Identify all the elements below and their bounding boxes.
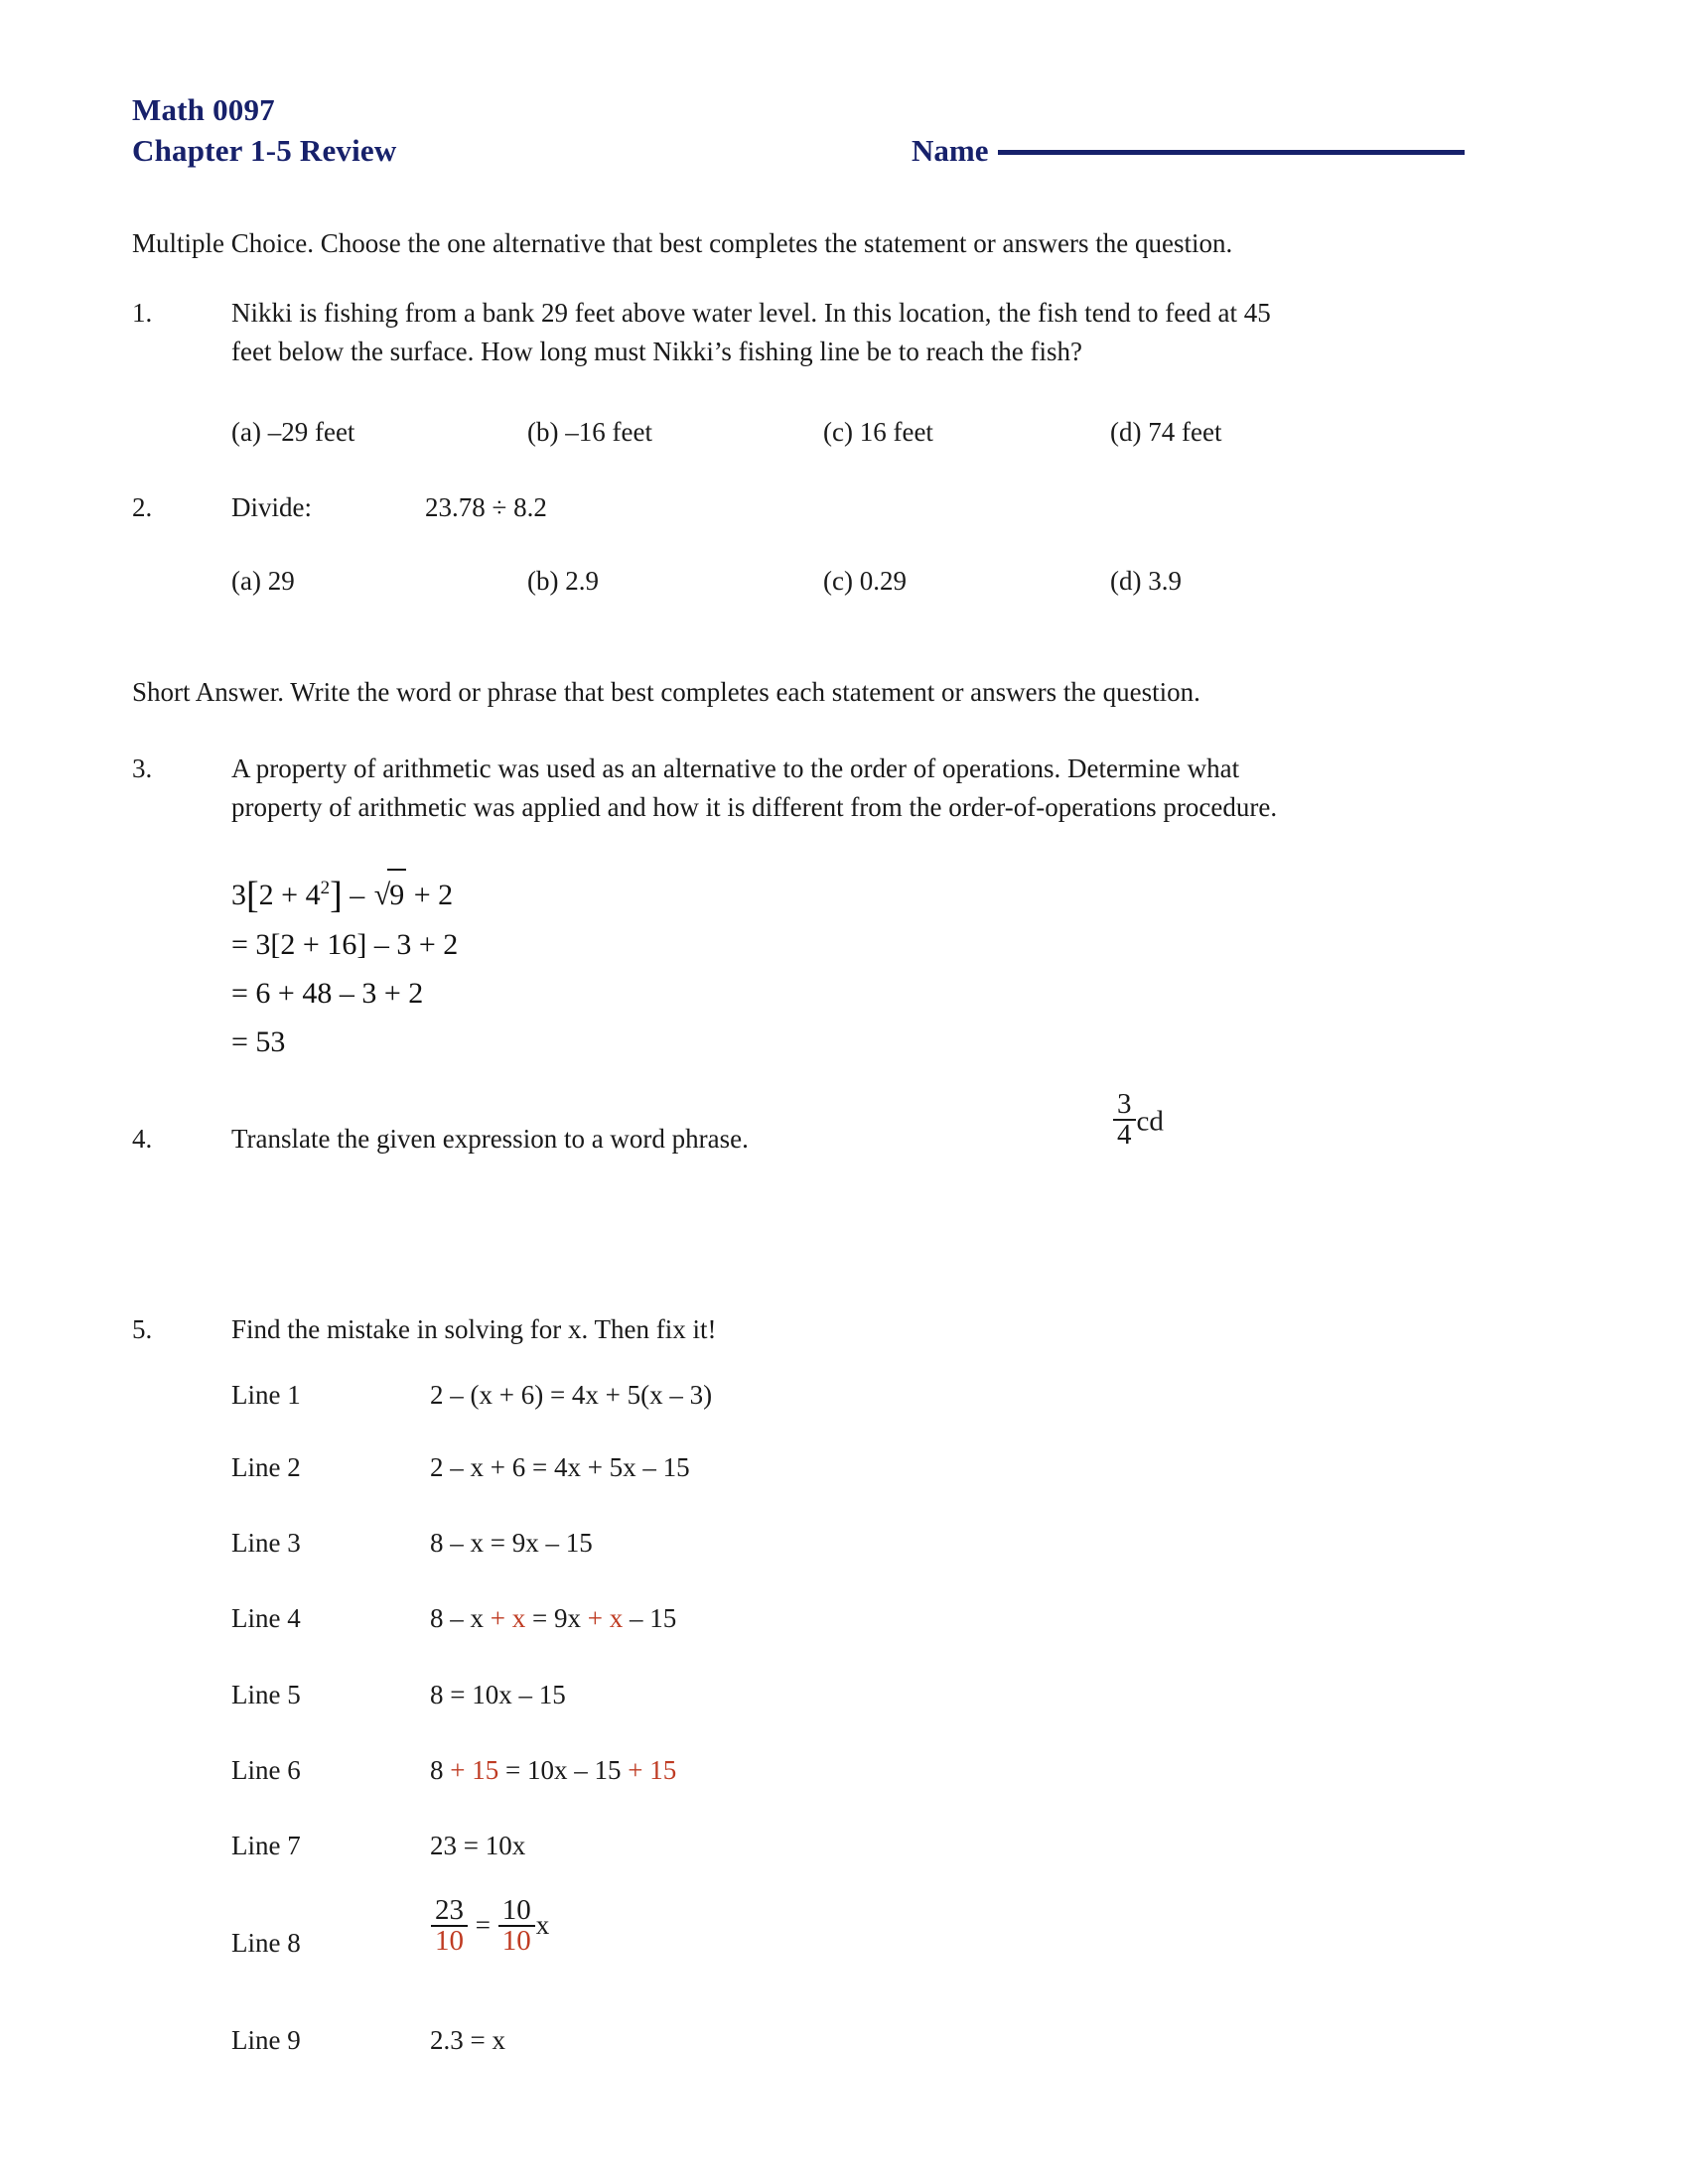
- solution-line-2-equation: [430, 1450, 690, 1484]
- question-2-choice-d[interactable]: (d) 3.9: [1110, 566, 1182, 596]
- question-4: [132, 1088, 1552, 1159]
- solution-line-4-label: Line 4: [231, 1603, 301, 1633]
- question-2-expression: 23.78 ÷ 8.2: [425, 492, 547, 522]
- document-header: [132, 89, 1542, 171]
- name-field-group: [912, 130, 1465, 171]
- work-bracket-close: ]: [330, 875, 343, 916]
- question-5-prompt: Find the mistake in solving for x. Then fix it!: [231, 1314, 717, 1344]
- solution-line-1-equation: [430, 1378, 712, 1412]
- name-label: Name: [912, 133, 989, 168]
- solution-line-6-label: Line 6: [231, 1755, 301, 1785]
- question-2-prompt: [231, 488, 1552, 527]
- solution-line-9-equation: [430, 2023, 505, 2057]
- question-2-choice-a[interactable]: (a) 29: [231, 566, 295, 596]
- question-5-text: [231, 1310, 1552, 1349]
- equation-part-annotation: + x: [490, 1603, 526, 1633]
- course-code: Math 0097: [132, 92, 275, 127]
- question-2-label: Divide:: [231, 492, 312, 522]
- solution-line-5-equation: [430, 1678, 566, 1711]
- solution-line-8-equation: [430, 1894, 550, 1958]
- question-4-text: [231, 1088, 1552, 1159]
- fraction-right-numerator: 10: [501, 1894, 531, 1926]
- radicand-value: 9: [387, 869, 406, 919]
- solution-line-7-equation: [430, 1829, 525, 1862]
- name-blank-line[interactable]: [998, 150, 1465, 155]
- solution-line-5-label: Line 5: [231, 1680, 301, 1709]
- page-title: Chapter 1-5 Review: [132, 133, 397, 168]
- work-line-1: [231, 864, 458, 920]
- trailing-variable: x: [535, 1910, 550, 1941]
- equation-part-base: 8 – x = 9x – 15: [430, 1528, 593, 1558]
- solution-line-4-equation: [430, 1601, 676, 1635]
- equation-part-base: 8 – x: [430, 1603, 491, 1633]
- solution-line-9-label: Line 9: [231, 2025, 301, 2055]
- work-bracket-open: [: [246, 875, 259, 916]
- solution-line-1-label: Line 1: [231, 1380, 301, 1410]
- equation-part-base: 23 = 10x: [430, 1831, 526, 1860]
- fraction-denominator: 4: [1113, 1119, 1136, 1150]
- expression-variables: cd: [1136, 1105, 1164, 1138]
- fraction-left-denominator: 10: [431, 1925, 468, 1956]
- work-line-4: = 53: [231, 1025, 286, 1058]
- question-1: [132, 294, 1552, 371]
- equation-part-base: 2.3 = x: [430, 2025, 505, 2055]
- question-4-number: 4.: [132, 1124, 153, 1154]
- square-root-icon: [372, 869, 406, 919]
- question-1-choice-c[interactable]: (c) 16 feet: [823, 417, 933, 447]
- question-5-number: 5.: [132, 1314, 153, 1344]
- question-2-choice-b[interactable]: (b) 2.9: [527, 566, 599, 596]
- question-1-choice-b[interactable]: (b) –16 feet: [527, 417, 652, 447]
- question-3-line-1: A property of arithmetic was used as an alternative to the order of operations. Determine what: [231, 753, 1240, 783]
- question-1-choice-a[interactable]: (a) –29 feet: [231, 417, 355, 447]
- fraction-left: [431, 1896, 468, 1956]
- header-title-block: [132, 89, 396, 171]
- fraction-right: [498, 1896, 535, 1956]
- short-answer-instruction: Short Answer. Write the word or phrase that best completes each statement or answers the question.: [132, 677, 1200, 707]
- question-2-number: 2.: [132, 492, 153, 522]
- question-1-choice-d[interactable]: (d) 74 feet: [1110, 417, 1222, 447]
- fraction-numerator: 3: [1117, 1088, 1132, 1120]
- solution-line-2-label: Line 2: [231, 1452, 301, 1482]
- question-1-line-2: feet below the surface. How long must Nikki’s fishing line be to reach the fish?: [231, 337, 1083, 366]
- question-1-text: [231, 294, 1552, 371]
- question-3-line-2: property of arithmetic was applied and how it is different from the order-of-operations procedure.: [231, 792, 1278, 822]
- question-5: [132, 1310, 1552, 1349]
- question-2-choice-c[interactable]: (c) 0.29: [823, 566, 907, 596]
- equation-part-base: – 15: [623, 1603, 677, 1633]
- equation-part-base: = 10x – 15: [498, 1755, 629, 1785]
- solution-line-8-label: Line 8: [231, 1928, 301, 1958]
- work-line-1-minus: –: [350, 879, 365, 911]
- work-line-1-suffix: + 2: [413, 879, 454, 911]
- solution-line-6-equation: [430, 1753, 676, 1787]
- equation-part-base: 8 = 10x – 15: [430, 1680, 566, 1709]
- question-3-text: [231, 750, 1552, 827]
- equation-part-base: 2 – (x + 6) = 4x + 5(x – 3): [430, 1380, 713, 1410]
- work-line-3: = 6 + 48 – 3 + 2: [231, 977, 424, 1010]
- question-4-prompt: Translate the given expression to a word phrase.: [231, 1124, 749, 1154]
- question-2: [132, 488, 1552, 527]
- multiple-choice-instruction: Multiple Choice. Choose the one alternative that best completes the statement or answers the question.: [132, 228, 1233, 258]
- question-4-expression: [1112, 1088, 1164, 1152]
- solution-line-3-label: Line 3: [231, 1528, 301, 1558]
- question-1-line-1: Nikki is fishing from a bank 29 feet above water level. In this location, the fish tend to feed at 45: [231, 298, 1271, 328]
- question-1-number: 1.: [132, 298, 153, 328]
- radical-symbol: √: [373, 879, 391, 911]
- work-line-1-coefficient: 3: [231, 879, 246, 911]
- question-3-worked-solution: [231, 864, 458, 1066]
- work-line-1-exponent: 2: [320, 878, 331, 898]
- solution-line-7-label: Line 7: [231, 1831, 301, 1860]
- fraction-left-numerator: 23: [435, 1894, 464, 1926]
- fraction-right-denominator: 10: [498, 1925, 535, 1956]
- fraction-three-fourths: [1113, 1090, 1136, 1150]
- equation-part-annotation: + 15: [628, 1755, 677, 1785]
- equation-part-annotation: + 15: [450, 1755, 499, 1785]
- question-3: [132, 750, 1552, 827]
- solution-line-3-equation: [430, 1526, 593, 1560]
- work-line-1-inner: 2 + 4: [258, 879, 321, 911]
- equals-sign: =: [475, 1910, 491, 1941]
- question-3-number: 3.: [132, 753, 153, 783]
- work-line-2: = 3[2 + 16] – 3 + 2: [231, 928, 459, 961]
- equation-part-base: 2 – x + 6 = 4x + 5x – 15: [430, 1452, 690, 1482]
- equation-part-base: = 9x: [525, 1603, 588, 1633]
- equation-part-annotation: + x: [587, 1603, 624, 1633]
- equation-part-base: 8: [430, 1755, 451, 1785]
